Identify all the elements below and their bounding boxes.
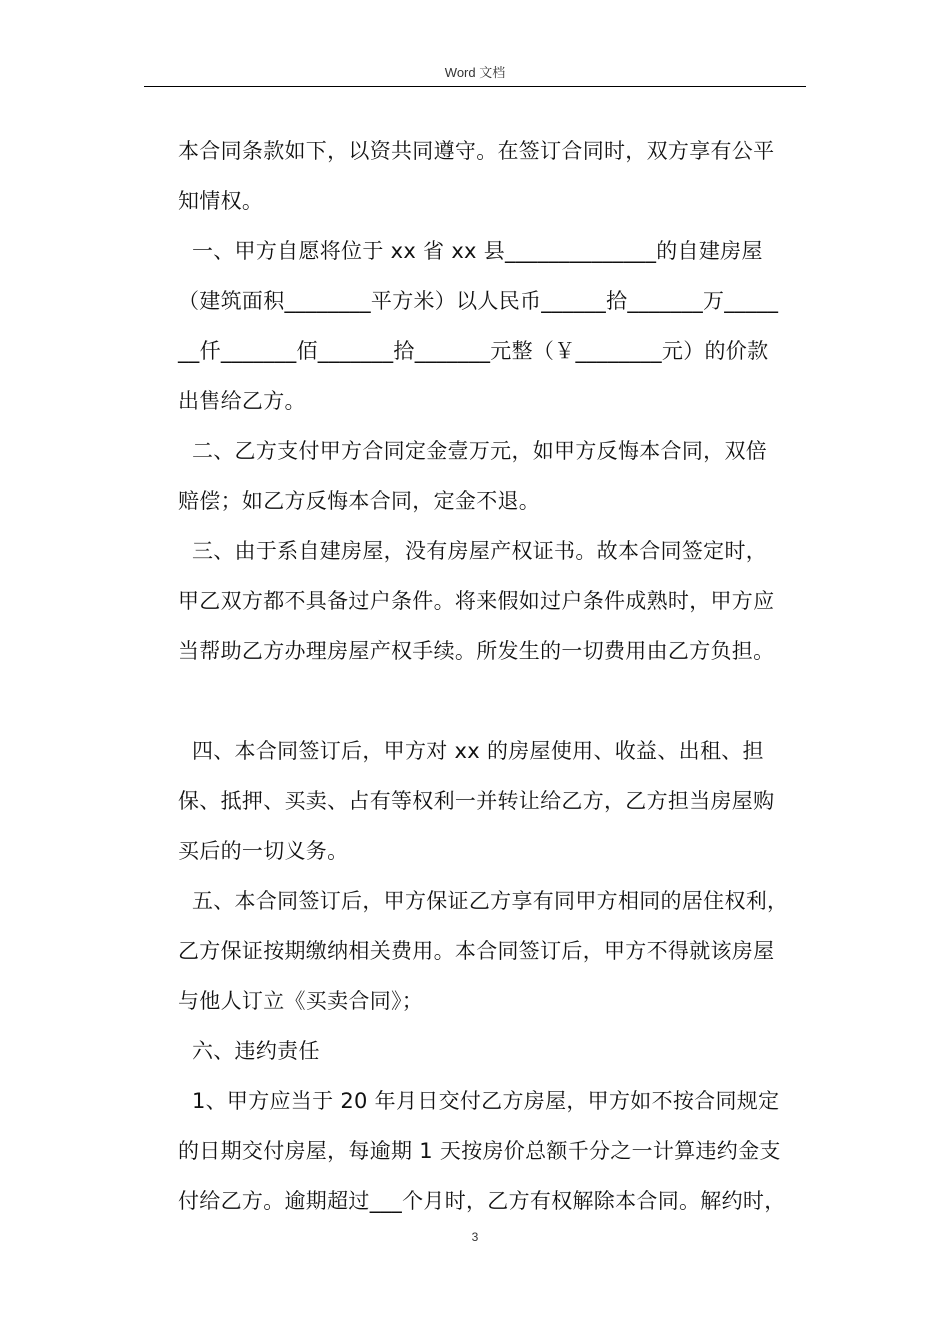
header-rule: [144, 86, 806, 87]
text-line: __仟_______佰_______拾_______元整（￥________元）的价款: [178, 339, 769, 363]
text-line: （建筑面积________平方米）以人民币______拾_______万_____: [178, 289, 779, 313]
text-line: 四、本合同签订后，甲方对 xx 的房屋使用、收益、出租、担: [178, 739, 764, 763]
text-line: 买后的一切义务。: [178, 839, 349, 863]
page-header: Word 文档: [444, 65, 506, 80]
text-line: 的日期交付房屋，每逾期 1 天按房价总额千分之一计算违约金支: [178, 1139, 781, 1163]
document-body: [178, 126, 818, 1226]
text-line: 保、抵押、买卖、占有等权利一并转让给乙方，乙方担当房屋购: [178, 789, 775, 813]
text-line: 出售给乙方。: [178, 389, 306, 413]
text-line: 付给乙方。逾期超过___个月时，乙方有权解除本合同。解约时，: [178, 1189, 786, 1213]
page-number: 3: [471, 1230, 479, 1244]
text-line: 一、甲方自愿将位于 xx 省 xx 县______________的自建房屋: [178, 239, 763, 263]
text-line: 赔偿；如乙方反悔本合同，定金不退。: [178, 489, 541, 513]
text-line: 当帮助乙方办理房屋产权手续。所发生的一切费用由乙方负担。: [178, 639, 775, 663]
text-line: 三、由于系自建房屋，没有房屋产权证书。故本合同签定时，: [178, 539, 768, 563]
text-line: 甲乙双方都不具备过户条件。将来假如过户条件成熟时，甲方应: [178, 589, 775, 613]
text-line: 五、本合同签订后，甲方保证乙方享有同甲方相同的居住权利，: [178, 889, 789, 913]
text-line: 1、甲方应当于 20 年月日交付乙方房屋，甲方如不按合同规定: [178, 1089, 780, 1113]
text-line: 与他人订立《买卖合同》；: [178, 989, 424, 1013]
text-line: 本合同条款如下，以资共同遵守。在签订合同时，双方享有公平: [178, 139, 775, 163]
text-line: 二、乙方支付甲方合同定金壹万元，如甲方反悔本合同，双倍: [178, 439, 768, 463]
text-line: 六、违约责任: [178, 1039, 320, 1063]
text-line: 乙方保证按期缴纳相关费用。本合同签订后，甲方不得就该房屋: [178, 939, 775, 963]
text-line: 知情权。: [178, 189, 264, 213]
blank-line: [178, 676, 818, 726]
